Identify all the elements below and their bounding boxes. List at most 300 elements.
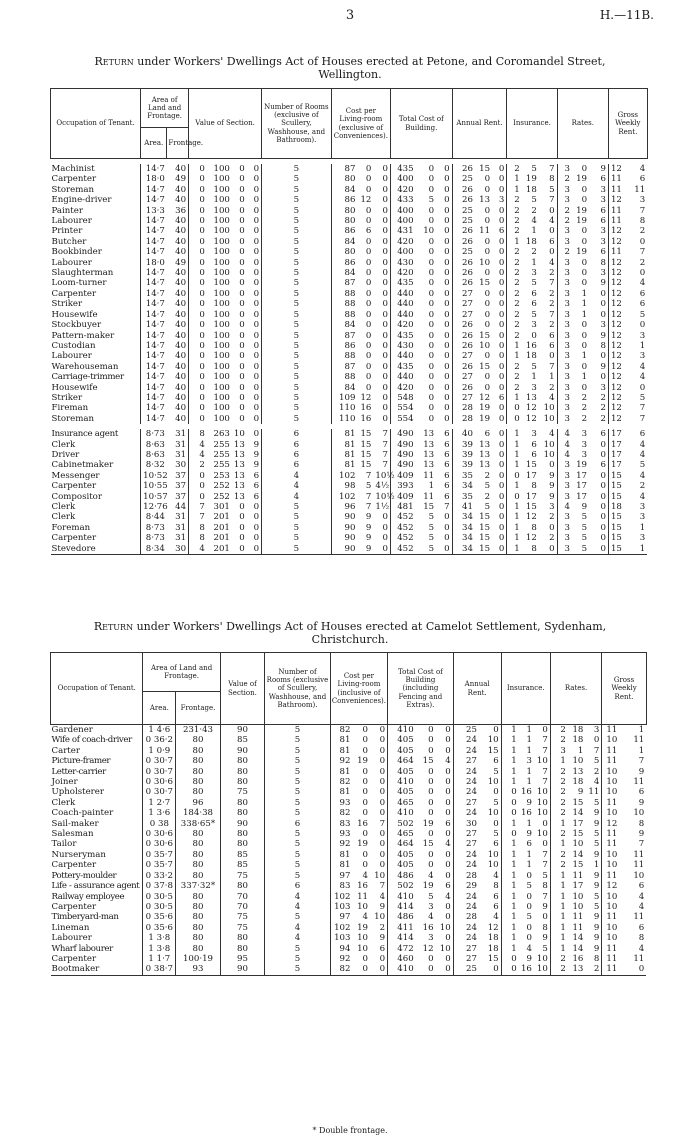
value-cell: 5 [493, 766, 499, 777]
value-cell: 3 [557, 403, 572, 413]
value-cell: 1 [507, 544, 522, 555]
value-cell: 10 [602, 850, 620, 860]
value-cell: 4 [262, 492, 332, 502]
value-cell: 1 0·9 [143, 746, 176, 756]
value-cell: 5 [262, 206, 332, 216]
value-cell: 82 [330, 964, 352, 975]
value-cell: 5 [593, 839, 600, 850]
value-cell: 75 [220, 912, 264, 922]
value-cell: 4 [639, 470, 646, 481]
value-cell: 0 [239, 195, 245, 206]
value-cell: 15 [360, 429, 372, 440]
value-cell: 26 [452, 164, 475, 174]
value-cell: 100 [213, 361, 230, 372]
occupation-cell: Engine-driver [51, 195, 112, 206]
document-reference: H.—11B. [599, 8, 654, 22]
value-cell: 0 [498, 351, 505, 362]
value-cell: 0 30·7 [143, 756, 176, 766]
value-cell: 14 [572, 933, 584, 944]
value-cell: 0 [444, 522, 450, 533]
value-cell: 0 [526, 933, 532, 944]
value-cell: 0 [253, 330, 260, 341]
value-cell: 84 [331, 320, 357, 330]
value-cell: 6 [365, 226, 372, 237]
value-cell: 17 [608, 429, 623, 439]
value-cell: 40 [175, 216, 187, 227]
value-cell: 2 [507, 289, 522, 299]
value-cell: 4 [493, 870, 499, 881]
value-cell: 5 [262, 195, 332, 205]
value-cell: 184·38 [176, 808, 220, 818]
value-cell: 3 [557, 258, 572, 268]
value-cell: 9 [526, 829, 532, 840]
value-cell: 15 [487, 953, 499, 964]
value-cell: 28 [452, 414, 475, 424]
value-cell: 0 [253, 309, 260, 320]
value-cell: 14·7 [141, 414, 167, 424]
value-cell: 18 [572, 777, 584, 788]
value-cell: 97 [330, 912, 352, 922]
value-cell: 10·52 [141, 471, 167, 481]
value-cell: 0 [428, 174, 435, 185]
occupation-cell: Labourer [51, 351, 92, 362]
table-row [51, 829, 668, 839]
value-cell: 9 [253, 460, 260, 471]
value-cell: 9 [593, 881, 600, 892]
value-cell: 11 [633, 849, 645, 860]
value-cell: 9 [549, 470, 555, 481]
value-cell: 1 [507, 523, 522, 533]
value-cell: 0 [189, 289, 207, 299]
value-cell: 0 [239, 340, 245, 351]
occupation-cell: Slaughterman [51, 268, 114, 279]
table-row [51, 206, 669, 216]
value-cell: 40 [175, 351, 187, 362]
value-cell: 0 [639, 320, 646, 331]
value-cell: 75 [220, 787, 264, 797]
value-cell: 0 [379, 787, 386, 798]
value-cell: 0 [189, 414, 207, 424]
value-cell: 102 [331, 492, 357, 502]
value-cell: 0 [253, 174, 260, 185]
value-cell: 36 [175, 205, 187, 216]
value-cell: 25 [453, 725, 479, 735]
value-cell: 420 [391, 237, 416, 247]
value-cell: 0 [189, 258, 207, 268]
value-cell: 3 [557, 481, 572, 491]
value-cell: 18·0 [141, 258, 167, 268]
value-cell: 430 [391, 258, 416, 268]
value-cell: 0 [498, 361, 505, 372]
table-row [51, 372, 669, 382]
value-cell: 0 [253, 533, 260, 544]
value-cell: 2 [507, 383, 522, 393]
value-cell: 0 [373, 544, 390, 555]
value-cell: 4 [189, 440, 207, 450]
value-cell: 100 [213, 226, 230, 237]
table-row [51, 289, 669, 299]
value-cell: 4 [526, 943, 532, 954]
value-cell: 11 [572, 912, 584, 923]
value-cell: 10 [487, 808, 499, 819]
value-cell: 3 [639, 351, 646, 362]
value-cell: 81 [331, 460, 357, 470]
value-cell: 435 [391, 164, 416, 174]
value-cell: 0 [526, 870, 532, 881]
value-cell: 2 [507, 372, 522, 382]
value-cell: 6 [484, 429, 491, 440]
value-cell: 40 [175, 403, 187, 414]
value-cell: 10 [479, 340, 491, 351]
value-cell: 0 [444, 205, 450, 216]
value-cell: 1 [501, 933, 519, 943]
value-cell: 490 [391, 460, 416, 470]
table-row [51, 299, 669, 309]
table-row [51, 247, 669, 257]
value-cell: 6 [444, 481, 450, 492]
occupation-cell: Printer [51, 226, 83, 237]
value-cell: 0 [484, 184, 491, 195]
value-cell: 3 [557, 237, 572, 247]
value-cell: 0 [549, 205, 555, 216]
value-cell: 15 [479, 330, 491, 341]
value-cell: 433 [391, 195, 416, 205]
value-cell: 1 [581, 288, 588, 299]
value-cell: 0 [362, 766, 369, 777]
value-cell: 8·34 [141, 544, 167, 555]
value-cell: 0 [507, 492, 522, 502]
table-row [51, 798, 668, 808]
value-cell: 7 [542, 766, 548, 777]
table-row [51, 278, 669, 288]
value-cell: 11 [602, 798, 620, 808]
value-cell: 2 [507, 310, 522, 320]
occupation-cell: Picture-framer [51, 756, 111, 767]
value-cell: 13 [423, 439, 435, 450]
value-cell: 2 [550, 798, 568, 808]
value-cell: 100·19 [176, 954, 220, 964]
value-cell: 7 [382, 439, 389, 450]
value-cell: 100 [213, 205, 230, 216]
value-cell: 0 [253, 382, 260, 393]
value-cell: 0 [362, 745, 369, 756]
value-cell: 17 [608, 460, 623, 470]
value-cell: 3 [593, 725, 600, 735]
value-cell: 8 [593, 953, 600, 964]
value-cell: 0 [232, 544, 247, 555]
value-cell: 3 [639, 330, 646, 341]
value-cell: 0 [379, 808, 386, 819]
value-cell: 2 [639, 226, 646, 237]
value-cell: 0 [239, 533, 245, 544]
value-cell: 15 [525, 502, 537, 512]
value-cell: 11 [602, 725, 620, 735]
value-cell: 10 [536, 829, 548, 840]
table-row [51, 164, 669, 174]
value-cell: 5 [265, 767, 331, 777]
value-cell: 6 [600, 174, 606, 185]
value-cell: 15 [479, 512, 491, 523]
value-cell: 0 [189, 471, 207, 481]
value-cell: 6 [498, 392, 505, 403]
value-cell: 94 [330, 944, 352, 954]
value-cell: 440 [391, 372, 416, 382]
value-cell: 30 [167, 544, 189, 555]
value-cell: 90 [220, 746, 264, 756]
occupation-cell: Lineman [51, 922, 90, 933]
value-cell: 11 [572, 870, 584, 881]
value-cell: 409 [391, 471, 416, 481]
value-cell: 12 [602, 819, 620, 829]
value-cell: 10 [602, 787, 620, 797]
value-cell: 13 [479, 439, 491, 450]
value-cell: 0 [239, 184, 245, 195]
table-row [51, 237, 669, 247]
value-cell: 464 [388, 839, 416, 849]
value-cell: 0 [428, 403, 435, 414]
value-cell: 13 [233, 481, 245, 492]
value-cell: 80 [220, 829, 264, 839]
value-cell: 1 [501, 902, 519, 912]
value-cell: 80 [176, 860, 220, 870]
value-cell: 7 [542, 745, 548, 756]
value-cell: 5 [265, 829, 331, 839]
value-cell: 0 [444, 330, 450, 341]
value-cell: 9 [593, 870, 600, 881]
value-cell: 0 [253, 247, 260, 258]
value-cell: 103 [330, 933, 352, 943]
value-cell: 255 [213, 460, 230, 471]
value-cell: 0 [189, 393, 207, 403]
value-cell: 1 [507, 450, 522, 460]
value-cell: 0 38·7 [143, 964, 176, 975]
value-cell: 18 [487, 933, 499, 944]
value-cell: 0 [498, 309, 505, 320]
value-cell: 8 [542, 922, 548, 933]
value-cell: 0 [444, 247, 450, 258]
value-cell: 92 [330, 954, 352, 964]
value-cell: 0 [370, 964, 388, 975]
value-cell: 26 [452, 341, 475, 351]
occupation-cell: Custodian [51, 340, 96, 351]
value-cell: 2 [581, 403, 588, 414]
value-cell: 2 [507, 226, 522, 236]
occupation-cell: Carriage-trimmer [51, 372, 124, 383]
value-cell: 0 [352, 964, 370, 975]
value-cell: 24 [453, 933, 479, 943]
value-cell: 10 [602, 767, 620, 777]
value-cell: 1 [550, 944, 568, 954]
value-cell: 100 [213, 236, 230, 247]
value-cell: 4 [638, 891, 645, 902]
value-cell: 3 [557, 310, 572, 320]
value-cell: 1 [638, 725, 645, 735]
value-cell: 12 [487, 922, 499, 933]
value-cell: 0 [484, 351, 491, 362]
value-cell: 14·7 [141, 341, 167, 351]
value-cell: 28 [453, 912, 479, 922]
table-row [51, 808, 668, 818]
value-cell: 6 [531, 439, 537, 450]
value-cell: 0 [639, 382, 646, 393]
occupation-cell: Coach-painter [51, 808, 114, 819]
value-cell: 2 [550, 829, 568, 839]
value-cell: 2 [550, 767, 568, 777]
value-cell: 0 [501, 829, 519, 839]
value-cell: 253 [213, 470, 230, 481]
value-cell: 11 [602, 954, 620, 964]
value-cell: 0 [581, 164, 588, 174]
table-row [51, 450, 669, 460]
value-cell: 0 [484, 205, 491, 216]
value-cell: 11 [602, 839, 620, 849]
value-cell: 1 [501, 839, 519, 849]
value-cell: 0 [428, 829, 434, 840]
value-cell: 15 [479, 164, 491, 174]
value-cell: 85 [220, 860, 264, 870]
value-cell: 100 [213, 257, 230, 268]
value-cell: 0 [362, 829, 369, 840]
col-total-cost: Total Cost of Building. [391, 89, 453, 159]
value-cell: 2 [379, 922, 386, 933]
value-cell: 0 [239, 403, 245, 414]
value-cell: 0 [382, 351, 389, 362]
value-cell: 2 [557, 216, 572, 226]
value-cell: 12 [608, 341, 623, 351]
value-cell: 1 [501, 756, 519, 766]
value-cell: 0 [428, 392, 435, 403]
value-cell: 0 [581, 340, 588, 351]
value-cell: 0 [484, 174, 491, 185]
value-cell: 34 [452, 523, 475, 533]
value-cell: 0 [501, 964, 519, 975]
value-cell: 0 [428, 735, 434, 746]
value-cell: 5 [262, 414, 332, 424]
value-cell: 3 [600, 226, 606, 237]
value-cell: 0 [239, 382, 245, 393]
occupation-cell: Tailor [51, 839, 77, 850]
value-cell: 16 [525, 340, 537, 351]
value-cell: 100 [213, 413, 230, 424]
value-cell: 1 [550, 756, 568, 766]
value-cell: 90 [220, 725, 264, 735]
value-cell: 0 [253, 299, 260, 310]
value-cell: 6 [639, 174, 646, 185]
value-cell: 100 [213, 216, 230, 227]
value-cell: 0 37·8 [143, 881, 176, 891]
value-cell: 100 [213, 299, 230, 310]
value-cell: 10 [602, 923, 620, 933]
value-cell: 0 [428, 320, 435, 331]
value-cell: 2 [639, 257, 646, 268]
value-cell: 0 [365, 164, 372, 174]
value-cell: 0 [600, 288, 606, 299]
value-cell: 10 [374, 912, 386, 923]
value-cell: 90 [220, 964, 264, 975]
value-cell: 410 [388, 725, 416, 735]
value-cell: 1 [501, 912, 519, 922]
value-cell: 435 [391, 362, 416, 372]
value-cell: 5 [262, 164, 332, 174]
value-cell: 0 [484, 216, 491, 227]
value-cell: 40 [175, 299, 187, 310]
value-cell: 17 [572, 818, 584, 829]
value-cell: 0 [365, 205, 372, 216]
value-cell: 3 [600, 382, 606, 393]
value-cell: 201 [213, 533, 230, 544]
value-cell: 4½ [375, 481, 390, 492]
value-cell: 100 [213, 340, 230, 351]
value-cell: 90 [331, 533, 357, 543]
table-row [51, 923, 668, 933]
table-row [51, 471, 669, 481]
value-cell: 5 [531, 361, 537, 372]
value-cell: 7 [638, 839, 645, 850]
value-cell: 5 [542, 943, 548, 954]
value-cell: 420 [391, 383, 416, 393]
value-cell: 5 [428, 533, 435, 544]
table-row [51, 902, 668, 912]
value-cell: 27 [453, 756, 479, 766]
col2-insurance: Insurance. [501, 653, 550, 725]
value-cell: 0 [189, 174, 207, 184]
value-cell: 9 [593, 912, 600, 923]
value-cell: 40 [175, 226, 187, 237]
value-cell: 1 [501, 767, 519, 777]
value-cell: 3 [557, 383, 572, 393]
value-cell: 0 [600, 481, 606, 492]
value-cell: 0 [362, 735, 369, 746]
value-cell: 0 [600, 299, 606, 310]
value-cell: 13 [233, 439, 245, 450]
value-cell: 19 [576, 247, 588, 258]
value-cell: 14·7 [141, 320, 167, 330]
value-cell: 8·73 [141, 429, 167, 439]
value-cell: 7 [549, 361, 555, 372]
value-cell: 0 [444, 164, 450, 174]
occupation-cell: Fireman [51, 403, 89, 414]
value-cell: 0 [498, 268, 505, 279]
value-cell: 3 [581, 439, 588, 450]
value-cell: 24 [453, 902, 479, 912]
value-cell: 11 [608, 174, 623, 184]
value-cell: 4 [639, 439, 646, 450]
value-cell: 0 [362, 787, 369, 798]
value-cell: 10 [536, 787, 548, 798]
value-cell: 12 [602, 881, 620, 891]
value-cell: 4 [639, 449, 646, 460]
value-cell: 0 [498, 340, 505, 351]
value-cell: 18 [572, 735, 584, 746]
value-cell: 5 [265, 756, 331, 766]
value-cell: 2 [557, 206, 572, 216]
value-cell: 430 [391, 341, 416, 351]
value-cell: 1 [507, 237, 522, 247]
value-cell: 0 [428, 184, 435, 195]
value-cell: 7 [365, 470, 372, 481]
value-cell: 8 [600, 257, 606, 268]
value-cell: 0 [365, 268, 372, 279]
value-cell: 0 [444, 512, 450, 523]
value-cell: 6 [444, 439, 450, 450]
value-cell: 1 [507, 393, 522, 403]
value-cell: 93 [176, 964, 220, 975]
value-cell: 12 [608, 414, 623, 424]
value-cell: 39 [452, 440, 475, 450]
value-cell: 460 [388, 954, 416, 964]
table-row [51, 226, 669, 236]
table-row [51, 544, 669, 555]
